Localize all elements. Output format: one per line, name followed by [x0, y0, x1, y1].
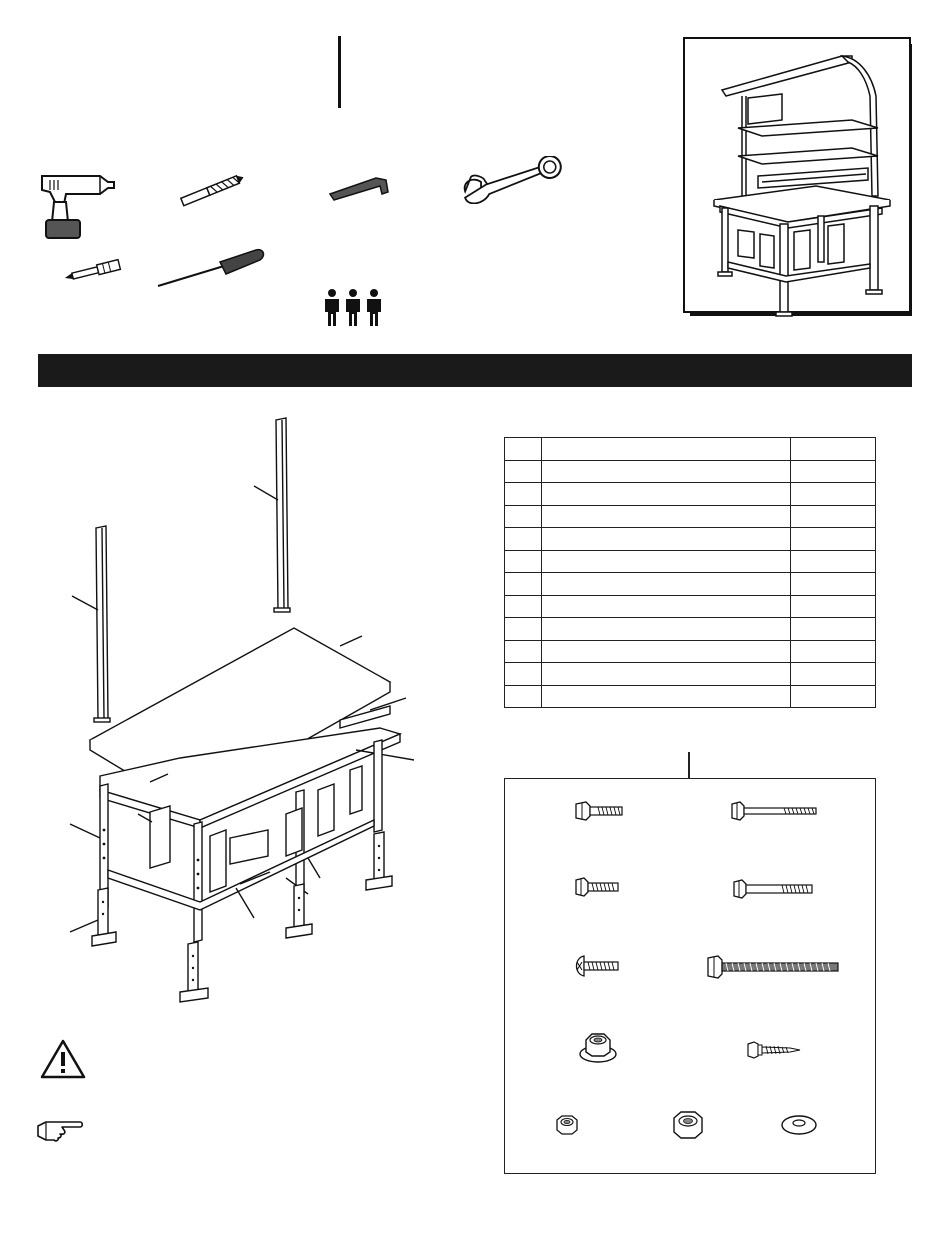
- table-row: [505, 460, 876, 483]
- hex-bolt-extra-long-icon: [706, 954, 840, 980]
- pan-head-screw-icon: [572, 954, 620, 978]
- cell-description: [542, 685, 791, 708]
- cell-key: [505, 528, 542, 551]
- header-description: [542, 438, 791, 461]
- cell-key: [505, 460, 542, 483]
- exploded-assembly-diagram: [40, 410, 470, 1010]
- cell-description: [542, 483, 791, 506]
- cell-description: [542, 618, 791, 641]
- carriage-bolt-icon: [574, 876, 620, 898]
- table-row: [505, 528, 876, 551]
- drill-bit-icon: [176, 172, 248, 208]
- cell-quantity: [791, 573, 876, 596]
- cell-quantity: [791, 528, 876, 551]
- warning-triangle-icon: [40, 1038, 86, 1080]
- cell-key: [505, 640, 542, 663]
- section-banner-label: [38, 362, 52, 379]
- cell-key: [505, 685, 542, 708]
- cell-description: [542, 528, 791, 551]
- cell-key: [505, 663, 542, 686]
- flat-washer-icon: [780, 1114, 818, 1136]
- cell-key: [505, 505, 542, 528]
- table-row: [505, 505, 876, 528]
- cell-key: [505, 618, 542, 641]
- cell-key: [505, 483, 542, 506]
- table-row: [505, 640, 876, 663]
- allen-key-icon: [326, 170, 392, 204]
- screwdriver-icon: [154, 244, 268, 290]
- hex-nut-small-icon: [554, 1114, 580, 1136]
- table-row: [505, 663, 876, 686]
- cell-quantity: [791, 595, 876, 618]
- table-row: [505, 618, 876, 641]
- finished-workbench-illustration: [682, 36, 916, 320]
- hardware-box-leader: [688, 752, 690, 779]
- cell-description: [542, 663, 791, 686]
- cell-quantity: [791, 505, 876, 528]
- table-row: [505, 595, 876, 618]
- header-key: [505, 438, 542, 461]
- cell-description: [542, 505, 791, 528]
- cell-quantity: [791, 460, 876, 483]
- cell-quantity: [791, 640, 876, 663]
- hex-bolt-medium-icon: [732, 878, 814, 900]
- section-banner: [38, 354, 912, 387]
- parts-table: [504, 437, 876, 708]
- hex-bolt-short-icon: [574, 800, 626, 822]
- cell-key: [505, 595, 542, 618]
- cell-quantity: [791, 618, 876, 641]
- cell-key: [505, 550, 542, 573]
- cell-description: [542, 640, 791, 663]
- combination-wrench-icon: [458, 156, 568, 204]
- cell-description: [542, 550, 791, 573]
- header-divider: [338, 36, 341, 108]
- cordless-drill-icon: [36, 170, 116, 242]
- cell-key: [505, 573, 542, 596]
- header-quantity: [791, 438, 876, 461]
- table-row: [505, 550, 876, 573]
- cell-description: [542, 595, 791, 618]
- pointing-hand-icon: [36, 1118, 84, 1142]
- hex-nut-large-icon: [670, 1110, 706, 1140]
- cell-quantity: [791, 550, 876, 573]
- cell-quantity: [791, 685, 876, 708]
- hex-bolt-long-shank-icon: [730, 800, 818, 822]
- screwdriver-bit-icon: [62, 258, 124, 284]
- parts-table-header: [505, 438, 876, 461]
- cell-quantity: [791, 663, 876, 686]
- table-row: [505, 573, 876, 596]
- cell-quantity: [791, 483, 876, 506]
- table-row: [505, 685, 876, 708]
- three-people-icon: [322, 288, 384, 328]
- self-drilling-screw-icon: [746, 1040, 802, 1060]
- flange-nut-icon: [578, 1030, 618, 1064]
- cell-description: [542, 573, 791, 596]
- table-row: [505, 483, 876, 506]
- cell-description: [542, 460, 791, 483]
